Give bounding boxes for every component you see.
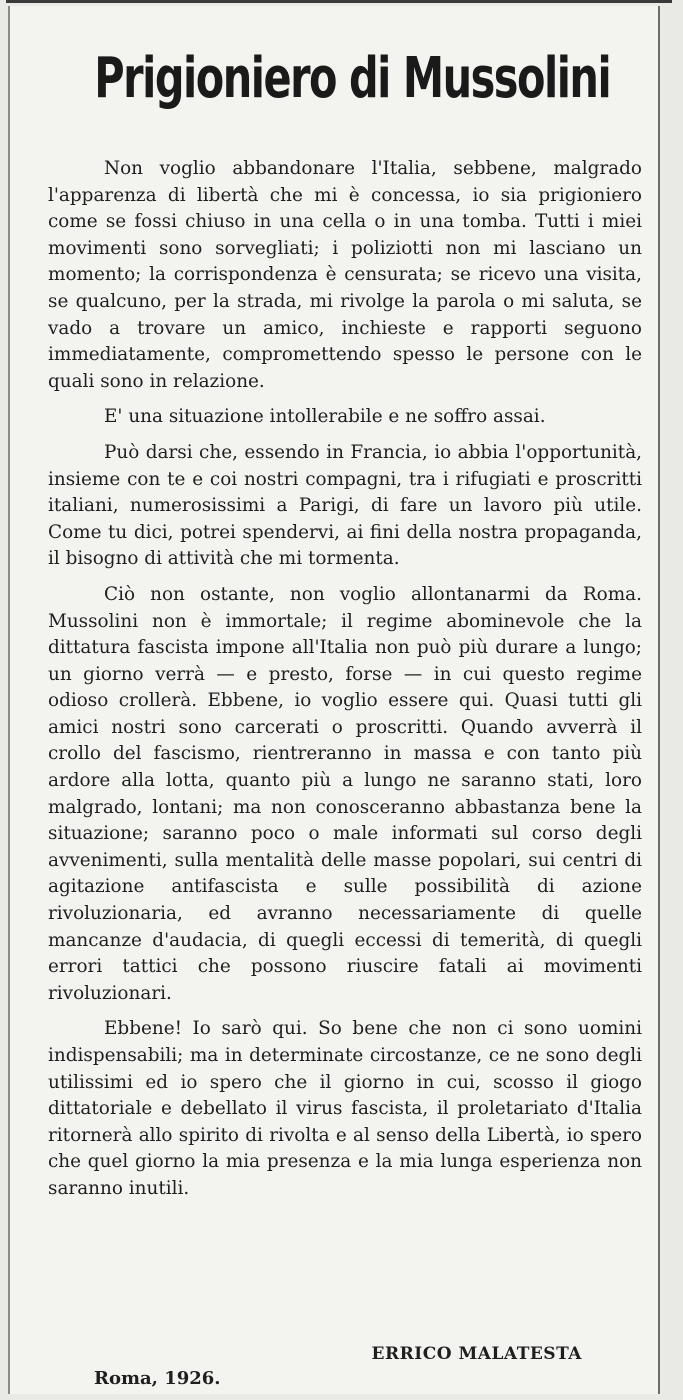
article-body <box>48 156 642 1212</box>
paragraph-1: Non voglio abbandonare l'Italia, sebbene, malgrado l'apparenza di libertà che mi è concessa, io sia prigioniero come se fossi chiuso in una cella o in una tomba. Tutti i miei movimenti sono sorvegliati; i poliziotti non mi lasciano un momento; la corrispondenza è censurata; se ricevo una visita, se qualcuno, per la strada, mi rivolge la parola o mi saluta, se vado a trovare un amico, inchieste e rapporti seguono immediatamente, compromettendo spesso le persone con le quali sono in relazione. <box>48 158 642 392</box>
leaflet-page <box>8 6 660 1394</box>
paragraph-2: E' una situazione intollerabile e ne soffro assai. <box>104 406 546 428</box>
article-title: Prigioniero di Mussolini <box>94 46 611 111</box>
paragraph-3: Può darsi che, essendo in Francia, io abbia l'opportunità, insieme con te e coi nostri compagni, tra i rifugiati e proscritti italiani, numerosissimi a Parigi, di fare un lavoro più utile. Come tu dici, potrei spendervi, ai fini della nostra propaganda, il bisogno di attività che mi tormenta. <box>48 441 642 570</box>
place-date: Roma, 1926. <box>94 1368 221 1389</box>
author-signature: ERRICO MALATESTA <box>371 1344 582 1364</box>
paragraph-5: Ebbene! Io sarò qui. So bene che non ci sono uomini indispensabili; ma in determinate circostanze, ce ne sono degli utilissimi ed io spero che il giorno in cui, scosso il giogo dittatoriale e debellato il virus fascista, il proletariato d'Italia ritornerà allo spirito di rivolta e al senso della Libertà, io spero che quel giorno la mia presenza e la mia lunga esperienza non saranno inutili. <box>48 1018 642 1199</box>
paragraph-4: Ciò non ostante, non voglio allontanarmi da Roma. Mussolini non è immortale; il regime abominevole che la dittatura fascista impone all'Italia non può più durare a lungo; un giorno verrà — e presto, forse — in cui questo regime odioso crollerà. Ebbene, io voglio essere qui. Quasi tutti gli amici nostri sono carcerati o proscritti. Quando avverrà il crollo del fascismo, rientreranno in massa e con tanto più ardore alla lotta, quanto più a lungo ne saranno stati, loro malgrado, lontani; ma non conosceranno abbastanza bene la situazione; saranno poco o male informati sul corso degli avvenimenti, sulla mentalità delle masse popolari, sui centri di agitazione antifascista e sulle possibilità di azione rivoluzionaria, ed avranno necessariamente di quelle mancanze d'audacia, di quegli eccessi di temerità, di quegli errori tattici che possono riuscire fatali ai movimenti rivoluzionari. <box>48 583 642 1004</box>
